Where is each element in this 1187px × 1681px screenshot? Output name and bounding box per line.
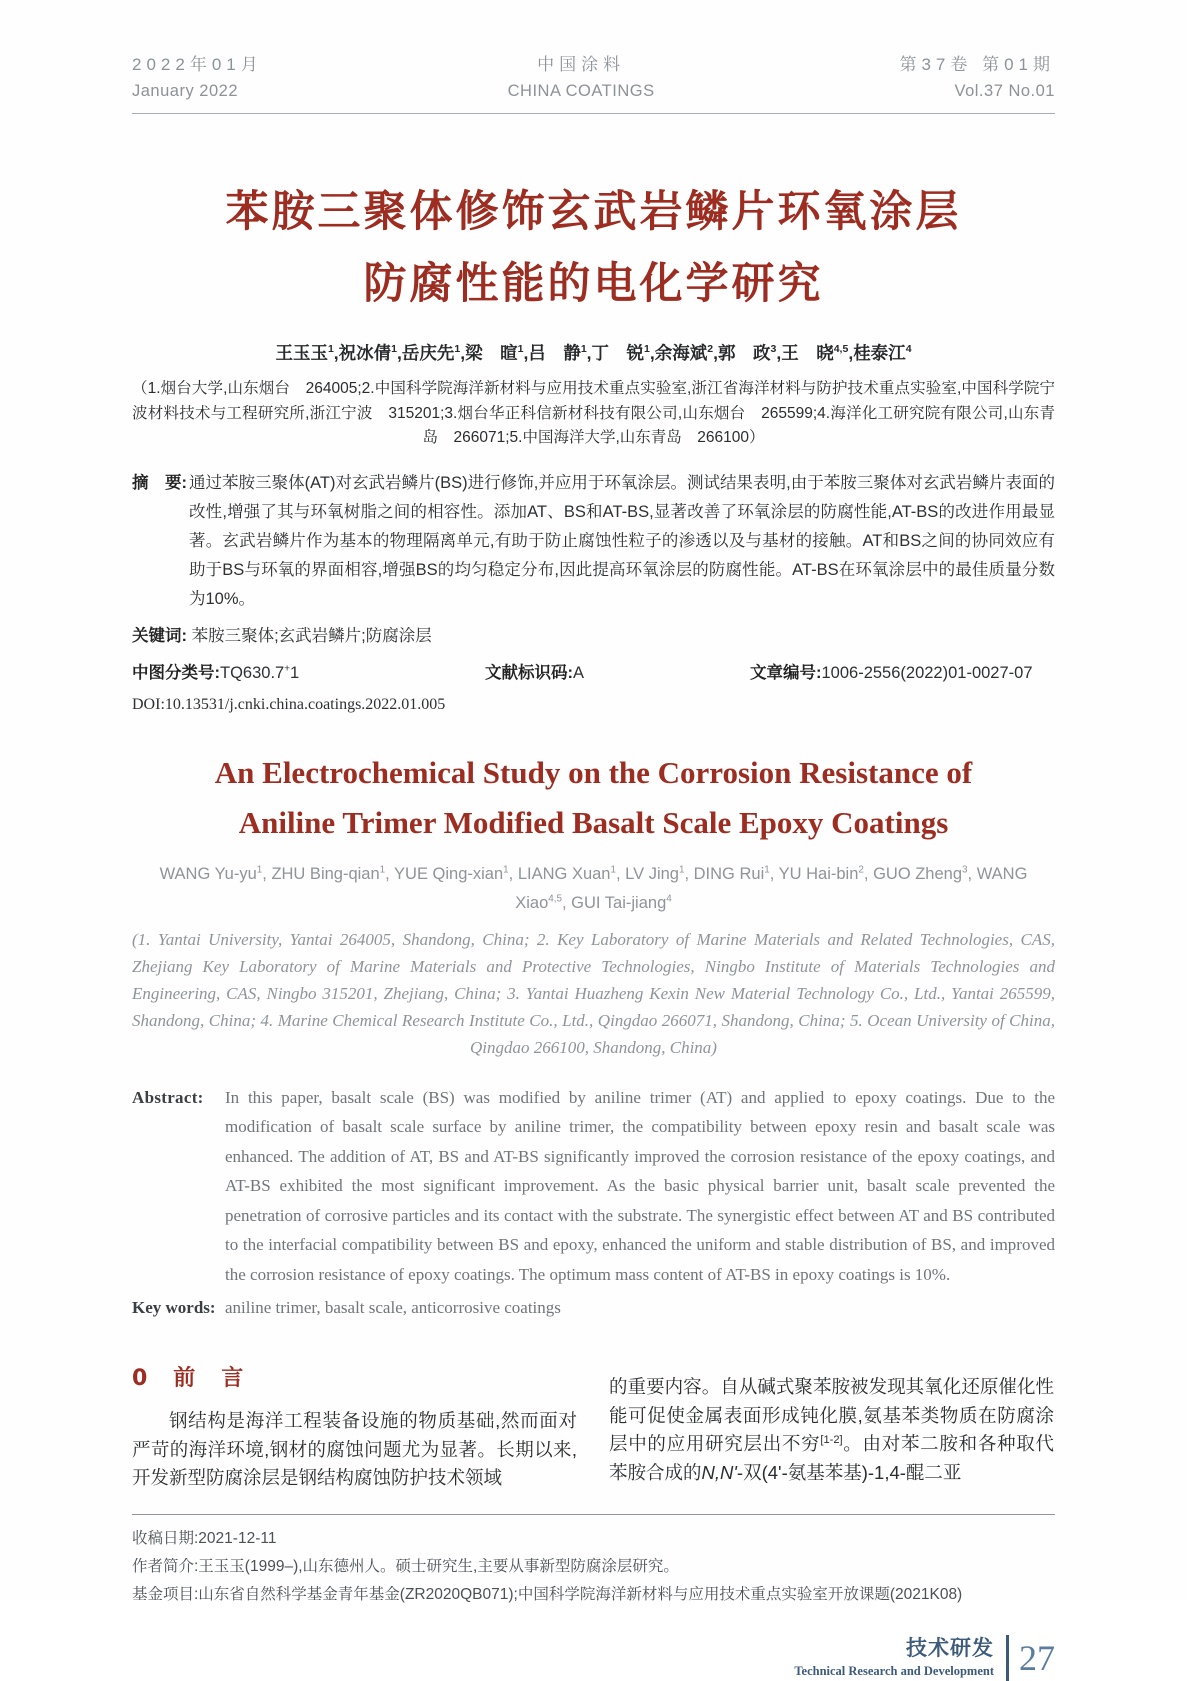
classification-row	[132, 659, 1055, 683]
header-issue-en: Vol.37 No.01	[954, 82, 1055, 100]
page-footer	[132, 1635, 1055, 1681]
footnotes	[132, 1514, 1055, 1609]
abstract-en	[132, 1083, 1055, 1290]
page-title-cn	[132, 176, 1055, 320]
abstract-en-label: Abstract:	[132, 1087, 204, 1107]
header-journal-en: CHINA COATINGS	[507, 82, 655, 100]
page-title-en	[132, 748, 1055, 848]
body-column-left	[132, 1364, 577, 1493]
title-en-line2: Aniline Trimer Modified Basalt Scale Epoxy Coatings	[238, 804, 949, 840]
doi: DOI:10.13531/j.cnki.china.coatings.2022.01.005	[132, 695, 446, 713]
section-heading: 0 前 言	[132, 1366, 246, 1391]
footnote-fund: 基金项目:山东省自然科学基金青年基金(ZR2020QB071);中国科学院海洋新材料与应用技术重点实验室开放课题(2021K08)	[132, 1585, 963, 1603]
header-journal	[508, 52, 655, 104]
abstract-cn	[132, 469, 1055, 614]
clc-number: 中图分类号:TQ630.7+1	[132, 663, 300, 682]
chemical-name-italic: N,N'	[701, 1461, 737, 1483]
footer-tag-cn: 技术研发	[906, 1636, 994, 1660]
footnote-bio: 作者简介:王玉玉(1999–),山东德州人。硕士研究生,主要从事新型防腐涂层研究。	[132, 1557, 679, 1575]
keywords-en-label: Key words:	[132, 1298, 216, 1317]
header-issue	[899, 52, 1055, 104]
authors-en: WANG $Yu-yu^1$, ZHU Bing-qian$^1$, YUE Qing-xian$^1$, LIANG Xuan$^1$, LV Jing$^1$, DING Rui$^1$, YU Hai-bin$^2$, GUO Zheng$^3$, WANG Xiao$^{4,5}$, GUI Tai-jiang$^4$	[159, 864, 1028, 912]
header-date-cn: 2022年01月	[132, 55, 263, 74]
authors-cn: 王玉玉$^1$,祝冰倩$^1$,岳庆先$^1$,梁 暄$^1$,吕 静$^1$,丁 锐$^1$,余海斌$^2$,郭 政$^3$,王 晓$^{4,5}$,桂泰江$^4$	[275, 343, 912, 363]
affiliation-cn: （1.烟台大学,山东烟台 264005;2.中国科学院海洋新材料与应用技术重点实验室,浙江省海洋材料与防护技术重点实验室,中国科学院宁波材料技术与工程研究所,浙江宁波 315201;3.烟台华正科信新材科技有限公司,山东烟台 265599;4.海洋化工研究院有限公司,山东青岛 266071;5.中国海洋大学,山东青岛 266100）	[132, 380, 1055, 446]
body-column-right	[609, 1364, 1054, 1493]
body-paragraph-right: 的重要内容。自从碱式聚苯胺被发现其氧化还原催化性能可促使金属表面形成钝化膜,氨基苯类物质在防腐涂层中的应用研究层出不穷[1-2]。由对苯二胺和各种取代苯胺合成的N,N'-双(4'-氨基苯基)-1,4-醌二亚	[609, 1376, 1054, 1483]
footnote-received: 收稿日期:2021-12-11	[132, 1529, 277, 1547]
header-journal-cn: 中国涂料	[537, 55, 626, 74]
page-number: 27	[1019, 1637, 1055, 1678]
citation-ref: [1-2]	[820, 1434, 843, 1447]
title-en-line1: An Electrochemical Study on the Corrosion Resistance of	[214, 754, 973, 790]
keywords-en	[132, 1298, 1055, 1318]
body-paragraph-left: 钢结构是海洋工程装备设施的物质基础,然而面对严苛的海洋环境,钢材的腐蚀问题尤为显著。长期以来,开发新型防腐涂层是钢结构腐蚀防护技术领域	[132, 1410, 577, 1489]
keywords-en-text: aniline trimer, basalt scale, anticorrosive coatings	[225, 1298, 561, 1317]
abstract-cn-label: 摘 要:	[132, 473, 187, 492]
title-cn-line1: 苯胺三聚体修饰玄武岩鳞片环氧涂层	[225, 187, 962, 237]
footer-divider-bar	[1006, 1635, 1009, 1681]
journal-header	[132, 52, 1055, 114]
body-columns	[132, 1364, 1055, 1493]
footer-category-tag	[794, 1637, 994, 1679]
keywords-cn	[132, 622, 1055, 646]
header-date-en: January 2022	[132, 82, 238, 100]
header-date	[132, 52, 263, 104]
abstract-en-text: In this paper, basalt scale (BS) was modified by aniline trimer (AT) and applied to epoxy coatings. Due to the modification of basalt scale surface by aniline trimer, the compatibility between epoxy resin and basalt scale was enhanced. The addition of AT, BS and AT-BS significantly improved the corrosion resistance of the epoxy coatings, and AT-BS exhibited the most significant improvement. As the basic physical barrier unit, basalt scale prevented the penetration of corrosive particles and its contact with the substrate. The synergistic effect between AT and BS contributed to the interfacial compatibility between BS and epoxy, enhanced the uniform and stable distribution of BS, and improved the corrosion resistance of epoxy coatings. The optimum mass content of AT-BS in epoxy coatings is 10%.	[225, 1087, 1055, 1284]
keywords-cn-label: 关键词:	[132, 626, 187, 645]
keywords-cn-text: 苯胺三聚体;玄武岩鳞片;防腐涂层	[191, 626, 432, 645]
header-issue-cn: 第37卷 第01期	[899, 55, 1055, 74]
abstract-cn-text: 通过苯胺三聚体(AT)对玄武岩鳞片(BS)进行修饰,并应用于环氧涂层。测试结果表明,由于苯胺三聚体对玄武岩鳞片表面的改性,增强了其与环氧树脂之间的相容性。添加AT、BS和AT-BS,显著改善了环氧涂层的防腐性能,AT-BS的改进作用最显著。玄武岩鳞片作为基本的物理隔离单元,有助于防止腐蚀性粒子的渗透以及与基材的接触。AT和BS之间的协同效应有助于BS与环氧的界面相容,增强BS的均匀稳定分布,因此提高环氧涂层的防腐性能。AT-BS在环氧涂层中的最佳质量分数为10%。	[189, 473, 1055, 608]
document-code: 文献标识码:A	[485, 663, 585, 682]
title-cn-line2: 防腐性能的电化学研究	[363, 259, 824, 309]
affiliation-en: (1. Yantai University, Yantai 264005, Shandong, China; 2. Key Laboratory of Marine Materials and Related Technologies, CAS, Zhejiang Key Laboratory of Marine Materials and Protective Technologies, Ningbo Institute of Materials Technologies and Engineering, CAS, Ningbo 315201, Zhejiang, China; 3. Yantai Huazheng Kexin New Material Technology Co., Ltd., Yantai 265599, Shandong, China; 4. Marine Chemical Research Institute Co., Ltd., Qingdao 266071, Shandong, China; 5. Ocean University of China, Qingdao 266100, Shandong, China)	[132, 929, 1055, 1057]
footer-tag-en: Technical Research and Development	[794, 1663, 994, 1678]
article-number: 文章编号:1006-2556(2022)01-0027-07	[750, 663, 1033, 682]
